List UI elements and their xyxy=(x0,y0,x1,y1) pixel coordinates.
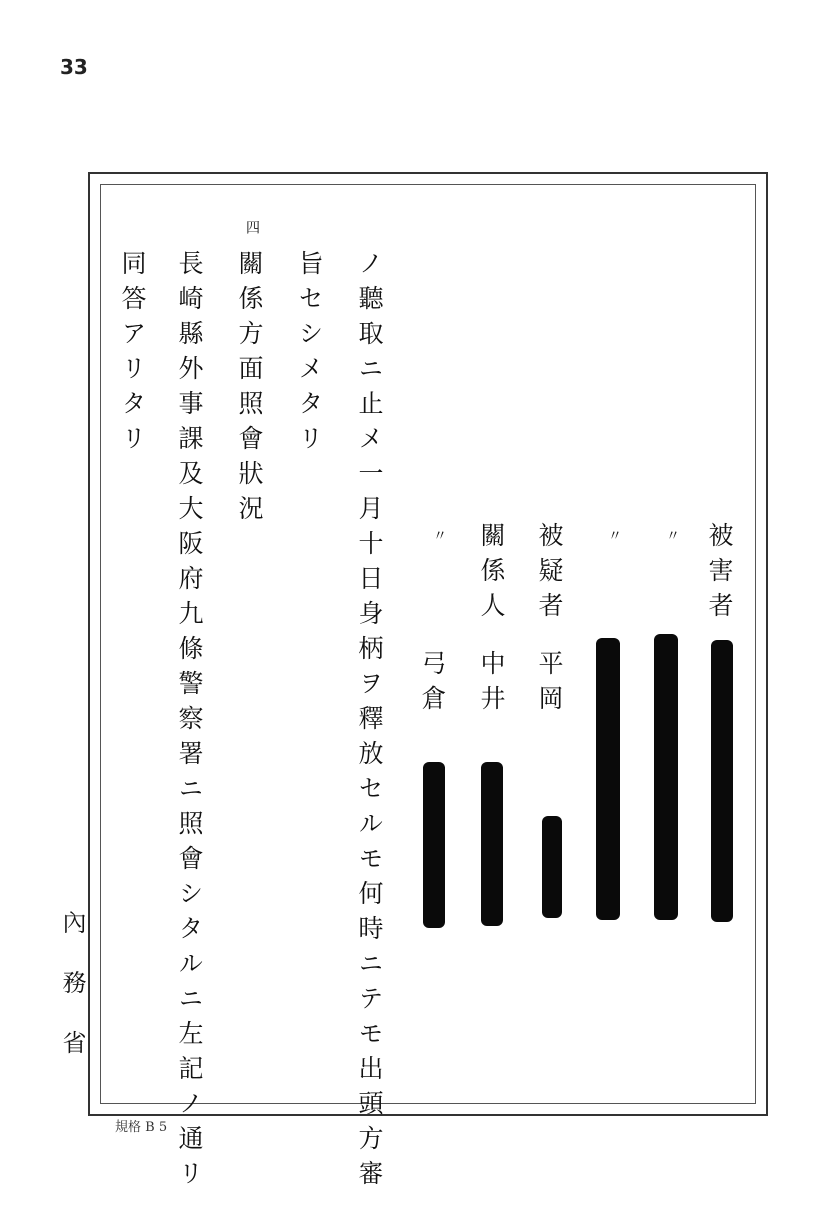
redaction-bar-ditto xyxy=(423,762,445,928)
text-column-4: 長崎縣外事課及大阪府九條警察署ニ照會シタルニ左記ノ通リ xyxy=(175,250,204,1195)
ditto-mark-3: 〃 xyxy=(431,528,447,542)
ditto-mark-1: 〃 xyxy=(664,528,680,542)
ministry-mark: 內務省 xyxy=(58,910,86,1090)
related-person-name: 中井 xyxy=(477,650,506,720)
redaction-bar-3 xyxy=(596,638,620,920)
suspect-label: 被疑者 xyxy=(535,522,564,627)
redaction-bar-2 xyxy=(654,634,678,920)
text-column-1: ノ聽取ニ止メ一月十日身柄ヲ釋放セルモ何時ニテモ出頭方審 xyxy=(355,250,384,1195)
text-column-2: 旨セシメタリ xyxy=(295,250,324,460)
section-heading: 關係方面照會狀況 xyxy=(235,250,264,530)
related-person-label: 關係人 xyxy=(477,522,506,627)
page-number: 33 xyxy=(60,55,88,79)
section-number: 四 xyxy=(244,220,260,234)
redaction-bar-related xyxy=(481,762,503,926)
victim-label: 被害者 xyxy=(705,522,734,627)
ditto-mark-2: 〃 xyxy=(606,528,622,542)
paper-spec-code: 規格 B 5 xyxy=(115,1120,168,1135)
redaction-bar-suspect xyxy=(542,816,562,918)
suspect-name: 平岡 xyxy=(535,650,564,720)
redaction-bar-victim xyxy=(711,640,733,922)
ditto-person-name: 弓倉 xyxy=(418,650,447,720)
text-column-5: 同答アリタリ xyxy=(118,250,147,460)
